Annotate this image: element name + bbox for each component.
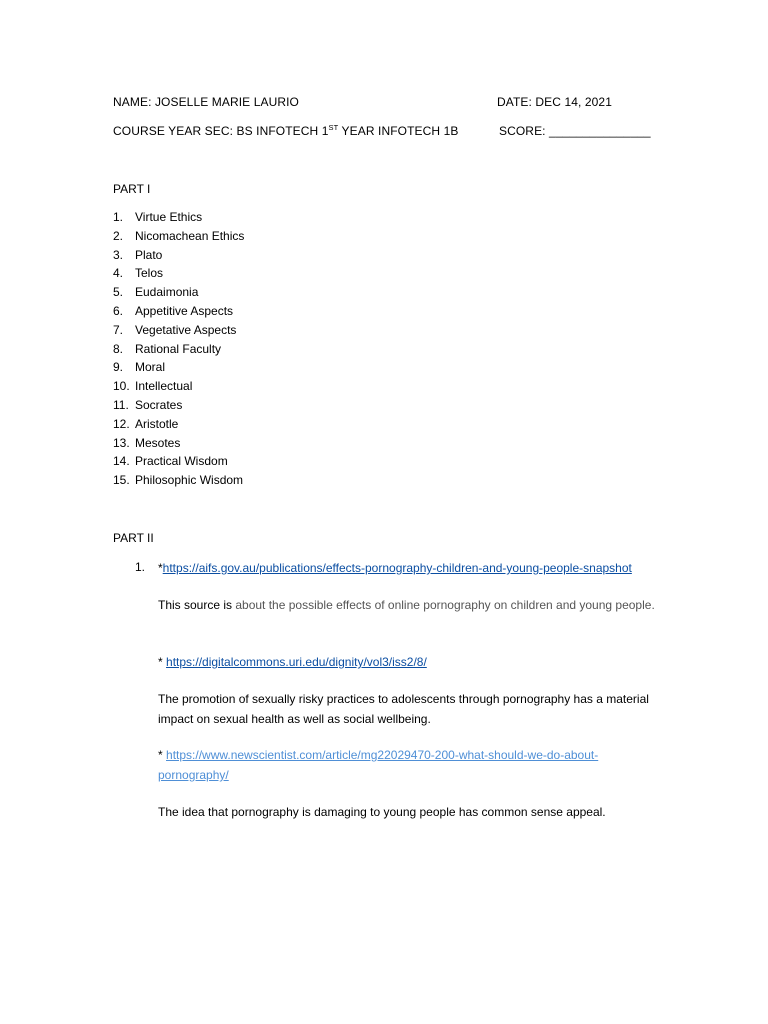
list-item xyxy=(113,452,244,471)
student-name: NAME: JOSELLE MARIE LAURIO xyxy=(113,95,299,109)
item-answer: Mesotes xyxy=(135,435,181,450)
item-answer: Practical Wisdom xyxy=(135,454,228,469)
item-number: 14. xyxy=(113,454,130,469)
item-answer: Philosophic Wisdom xyxy=(135,473,244,488)
source-two-line xyxy=(158,652,658,672)
item-answer: Appetitive Aspects xyxy=(135,303,234,318)
part-one-answer-list xyxy=(113,208,244,490)
source-one-line xyxy=(158,558,658,578)
list-item xyxy=(113,340,244,359)
bullet-asterisk: * xyxy=(158,748,167,762)
item-number: 7. xyxy=(113,322,124,337)
source-three-description: The idea that pornography is damaging to young people has common sense appeal. xyxy=(158,805,606,819)
description-rest: about the possible effects of online pornography on children and young people. xyxy=(235,598,655,612)
list-item xyxy=(113,321,244,340)
list-item xyxy=(113,246,244,265)
course-prefix: COURSE YEAR SEC: BS INFOTECH 1 xyxy=(113,124,329,138)
item-answer: Moral xyxy=(135,360,166,375)
item-number: 8. xyxy=(113,341,124,356)
item-number: 3. xyxy=(113,247,124,262)
item-answer: Nicomachean Ethics xyxy=(135,228,245,243)
list-item xyxy=(113,471,244,490)
item-number: 5. xyxy=(113,285,124,300)
item-number: 2. xyxy=(113,228,124,243)
score-field: SCORE: _______________ xyxy=(499,124,651,138)
item-number: 11. xyxy=(113,397,129,412)
item-answer: Rational Faculty xyxy=(135,341,222,356)
item-number: 6. xyxy=(113,303,124,318)
list-item xyxy=(113,283,244,302)
item-number: 10. xyxy=(113,379,130,394)
item-number: 15. xyxy=(113,473,130,488)
source-three-link[interactable]: https://www.newscientist.com/article/mg22029470-200-what-should-we-do-about-pornography/ xyxy=(158,748,599,782)
course-suffix: YEAR INFOTECH 1B xyxy=(338,124,459,138)
item-answer: Intellectual xyxy=(135,379,193,394)
part-two-item-number: 1. xyxy=(135,560,146,574)
item-answer: Eudaimonia xyxy=(135,285,199,300)
item-answer: Aristotle xyxy=(135,416,179,431)
item-number: 12. xyxy=(113,416,130,431)
bullet-asterisk: * xyxy=(158,655,167,669)
source-one-link[interactable]: https://aifs.gov.au/publications/effects-pornography-children-and-young-people-snapshot xyxy=(162,561,632,575)
list-item xyxy=(113,377,244,396)
list-item xyxy=(113,358,244,377)
list-item xyxy=(113,302,244,321)
item-number: 1. xyxy=(113,210,124,224)
part-one-title: PART I xyxy=(113,182,151,196)
bullet-asterisk: * xyxy=(158,561,163,575)
source-three-line xyxy=(158,745,658,785)
item-number: 13. xyxy=(113,435,130,450)
course-year-section xyxy=(113,124,458,138)
source-one-description xyxy=(158,595,658,615)
item-answer: Telos xyxy=(135,266,164,281)
list-item xyxy=(113,208,244,227)
part-two-title: PART II xyxy=(113,531,154,545)
description-lead: This source is xyxy=(158,598,236,612)
source-two-description: The promotion of sexually risky practices to adolescents through pornography has a material impact on sexual health as well as social wellbeing. xyxy=(158,692,649,726)
source-two-link[interactable]: https://digitalcommons.uri.edu/dignity/vol3/iss2/8/ xyxy=(166,655,427,669)
list-item xyxy=(113,396,244,415)
item-answer: Socrates xyxy=(135,397,183,412)
item-answer: Vegetative Aspects xyxy=(135,322,237,337)
course-superscript: ST xyxy=(328,123,339,132)
item-number: 9. xyxy=(113,360,124,375)
list-item xyxy=(113,227,244,246)
list-item xyxy=(113,434,244,453)
list-item xyxy=(113,415,244,434)
item-answer: Plato xyxy=(135,247,163,262)
item-answer: Virtue Ethics xyxy=(135,210,203,224)
item-number: 4. xyxy=(113,266,124,281)
date-field: DATE: DEC 14, 2021 xyxy=(497,95,612,109)
list-item xyxy=(113,264,244,283)
